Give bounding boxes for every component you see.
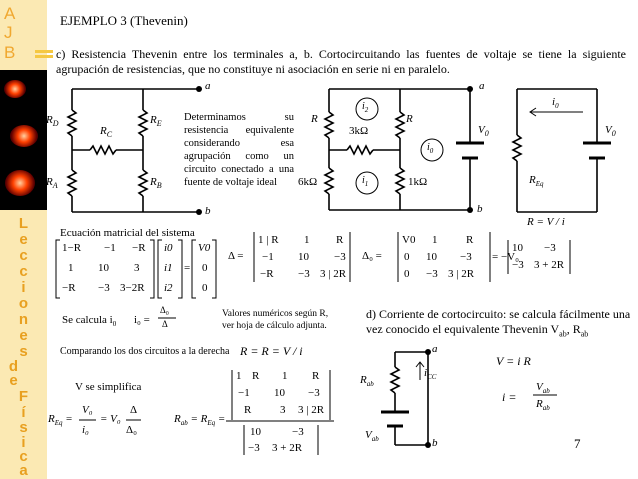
rab-eq-lhs: $R_{ab} = R_{Eq}$ =: [174, 413, 226, 428]
sidebar-word1-4: i: [21, 279, 26, 296]
label-6k: 6kΩ: [298, 176, 318, 188]
terminal-a-1: a: [205, 80, 211, 92]
label-v0-2: $V_0$: [478, 124, 489, 139]
sidebar-word1-0: L: [18, 215, 29, 232]
label-3k: 3kΩ: [349, 125, 369, 137]
label-req: $R_{Eq}$: [529, 174, 544, 189]
icc-formula: i =: [502, 390, 517, 404]
terminal-b-4: b: [432, 437, 438, 449]
label-r-right: R: [406, 113, 413, 125]
vec-i-2: i2: [164, 282, 173, 294]
label-vab: $V_{ab}$: [365, 429, 379, 444]
vec-i-0: i0: [164, 242, 173, 254]
compare-formula: R = R = V / i: [240, 344, 303, 358]
sidebar-letter-a: A: [4, 4, 16, 23]
frac-num: Δ₀: [160, 305, 169, 315]
label-rab: $R_{ab}$: [360, 374, 374, 389]
icc-num: $V_{ab}$: [536, 381, 550, 396]
equals-sign: =: [184, 262, 191, 274]
req-formula: R = V / i: [527, 216, 565, 228]
sidebar-word3-0: F: [18, 388, 29, 405]
sidebar-word3-4: c: [19, 448, 28, 465]
req-num: V₀: [82, 404, 93, 416]
terminal-b-1: b: [205, 205, 211, 217]
frac-den: Δ: [162, 319, 168, 329]
sidebar-word3-3: i: [21, 434, 26, 451]
page-number: 7: [574, 436, 581, 451]
v0-simplifies: V se simplifica: [75, 381, 142, 393]
req-v0: = V₀: [100, 413, 121, 425]
sidebar-word1-8: s: [19, 343, 28, 360]
sidebar-letter-j: J: [4, 23, 13, 42]
label-i0: $i_0$: [427, 142, 434, 155]
label-i0-3: $i_0$: [552, 96, 559, 111]
compare-text: Comparando los dos circuitos a la derecha: [60, 346, 230, 357]
terminal-a-2: a: [479, 80, 485, 92]
delta-symbol: Δ =: [228, 250, 244, 262]
label-rc: $R_C$: [100, 125, 113, 140]
sidebar-word1-2: c: [19, 247, 28, 264]
section-d-text: d) Corriente de cortocircuito: se calcula fácilmente una vez conocido el equivalente Thevenin $V_{ab}$, $R_{ab}$: [366, 307, 631, 339]
vec-v-2: 0: [202, 282, 208, 294]
matrix-heading: Ecuación matricial del sistema: [60, 227, 195, 239]
intro-paragraph: c) Resistencia Thevenin entre los terminales a, b. Cortocircuitando las fuentes de voltaje se tiene la siguiente agrupación de resistencias, que no constituye ni asociación en serie ni en paralelo.: [56, 47, 626, 76]
label-icc: $i_{CC}$: [424, 367, 437, 382]
vab-formula: V = i R: [496, 354, 531, 368]
sidebar-word2-0: d: [8, 358, 19, 375]
terminal-b-2: b: [477, 203, 483, 215]
label-ra: $R_A$: [46, 176, 58, 191]
label-rb: $R_B$: [150, 176, 162, 191]
label-i2: $i_2$: [362, 101, 369, 114]
vec-v-0: V0: [198, 242, 211, 254]
req-den: i₀: [82, 424, 89, 436]
vec-i-1: i1: [164, 262, 173, 274]
req-eq-lhs: $R_{Eq}$ =: [48, 413, 73, 428]
label-rd: $R_D$: [46, 114, 59, 129]
side-note: Valores numéricos según R, ver hoja de cálculo adjunta.: [222, 309, 329, 331]
sidebar-word1-5: o: [18, 295, 29, 312]
sidebar-letter-b: B: [4, 43, 16, 62]
req-delta-num: Δ: [130, 404, 138, 416]
page-title: EJEMPLO 3 (Thevenin): [60, 13, 188, 28]
calc-label: Se calcula $i_0$: [62, 314, 117, 329]
label-r-left: R: [311, 113, 318, 125]
description-text: Determinamos su resistencia equivalente considerando esa agrupación como un circuito conectado a una fuente de voltaje ideal: [184, 112, 294, 188]
delta0-factor: = −V₀: [492, 251, 519, 263]
sidebar-word3-1: í: [21, 404, 26, 421]
icc-den: $R_{ab}$: [536, 398, 550, 413]
sidebar-word2-1: e: [9, 372, 18, 389]
sidebar-word1-1: e: [19, 231, 28, 248]
i0-equals: i₀ =: [134, 314, 150, 326]
req-delta-den: Δ₀: [126, 424, 137, 436]
sidebar-word3-2: s: [19, 419, 28, 436]
sidebar-word1-3: c: [19, 263, 28, 280]
label-i1: $i_1$: [362, 175, 369, 188]
label-v0-3: $V_0$: [605, 124, 616, 139]
vec-v-1: 0: [202, 262, 208, 274]
sidebar-word1-7: e: [19, 327, 28, 344]
sidebar-word3-5: a: [19, 462, 28, 479]
terminal-a-4: a: [432, 343, 438, 355]
delta0-symbol: Δ₀ =: [362, 250, 382, 262]
label-re: $R_E$: [150, 114, 162, 129]
label-1k: 1kΩ: [408, 176, 428, 188]
sidebar-word1-6: n: [18, 311, 29, 328]
